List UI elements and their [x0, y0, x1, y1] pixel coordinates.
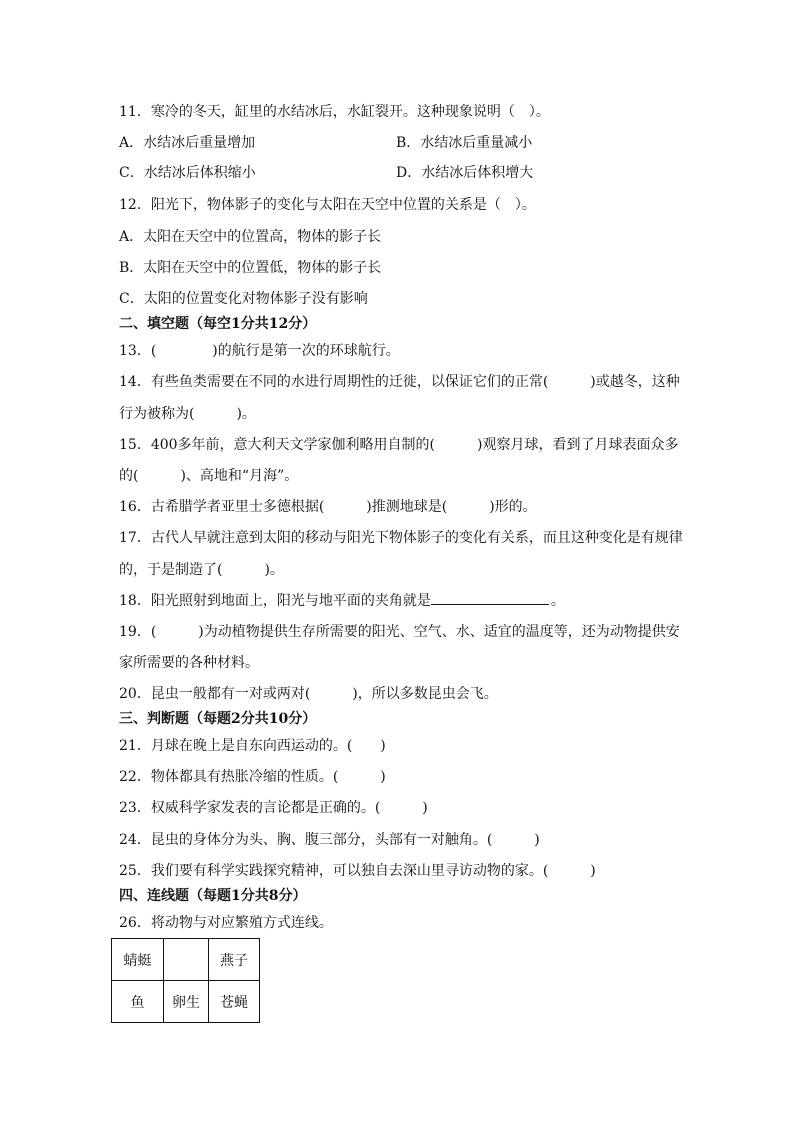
q12-option-c: C．太阳的位置变化对物体影子没有影响: [119, 291, 368, 307]
table-cell: 苍蝇: [209, 981, 260, 1023]
q17-line2: 的，于是制造了( )。: [119, 562, 284, 578]
q25: 25．我们要有科学实践探究精神，可以独自去深山里寻访动物的家。( ): [119, 863, 596, 879]
q11-option-a: A．水结冰后重量增加: [119, 135, 256, 151]
q11-option-c: C．水结冰后体积缩小: [119, 165, 256, 181]
table-cell: 卵生: [164, 981, 209, 1023]
section-header-true-false: 三、判断题（每题2分共10分）: [119, 711, 317, 727]
q13: 13．( )的航行是第一次的环球航行。: [119, 343, 400, 359]
section-header-matching: 四、连线题（每题1分共8分）: [119, 888, 307, 904]
q15-line1: 15．400多年前，意大利天文学家伽利略用自制的( )观察月球，看到了月球表面众多: [119, 437, 679, 453]
q21: 21．月球在晚上是自东向西运动的。( ): [119, 738, 386, 754]
q14-line2: 行为被称为( )。: [119, 406, 256, 422]
q11-option-b: B．水结冰后重量减小: [396, 135, 533, 151]
table-cell: 鱼: [112, 981, 164, 1023]
q19-line1: 19．( )为动植物提供生存所需要的阳光、空气、水、适宜的温度等，还为动物提供安: [119, 624, 680, 640]
q22: 22．物体都具有热胀冷缩的性质。( ): [119, 769, 386, 785]
matching-table: [111, 938, 260, 1023]
q23: 23．权威科学家发表的言论都是正确的。( ): [119, 800, 428, 816]
q12-stem: 12．阳光下，物体影子的变化与太阳在天空中位置的关系是（ ）。: [119, 197, 536, 213]
q18-end: 。: [550, 593, 565, 609]
q12-option-a: A．太阳在天空中的位置高，物体的影子长: [119, 229, 382, 245]
q18: [119, 592, 565, 610]
q20: 20．昆虫一般都有一对或两对( )，所以多数昆虫会飞。: [119, 686, 498, 702]
table-row: [112, 981, 260, 1023]
table-cell: [164, 939, 209, 981]
q18-text: 18．阳光照射到地面上，阳光与地平面的夹角就是: [119, 593, 431, 609]
table-cell: 燕子: [209, 939, 260, 981]
q24: 24．昆虫的身体分为头、胸、腹三部分，头部有一对触角。( ): [119, 832, 540, 848]
q16: 16．古希腊学者亚里士多德根据( )推测地球是( )形的。: [119, 499, 537, 515]
q17-line1: 17．古代人早就注意到太阳的移动与阳光下物体影子的变化有关系，而且这种变化是有规律: [119, 530, 683, 546]
q19-line2: 家所需要的各种材料。: [119, 655, 259, 671]
answer-blank-line: [431, 592, 549, 605]
q11-option-d: D．水结冰后体积增大: [396, 165, 534, 181]
q11-stem: 11．寒冷的冬天，缸里的水结冰后，水缸裂开。这种现象说明（ ）。: [119, 104, 550, 120]
q26: 26．将动物与对应繁殖方式连线。: [119, 915, 333, 931]
table-row: [112, 939, 260, 981]
q12-option-b: B．太阳在天空中的位置低，物体的影子长: [119, 260, 382, 276]
table-cell: 蜻蜓: [112, 939, 164, 981]
section-header-fill-blank: 二、填空题（每空1分共12分）: [119, 316, 317, 332]
q14-line1: 14．有些鱼类需要在不同的水进行周期性的迁徙，以保证它们的正常( )或越冬，这种: [119, 374, 680, 390]
q15-line2: 的( )、高地和“月海”。: [119, 468, 299, 484]
